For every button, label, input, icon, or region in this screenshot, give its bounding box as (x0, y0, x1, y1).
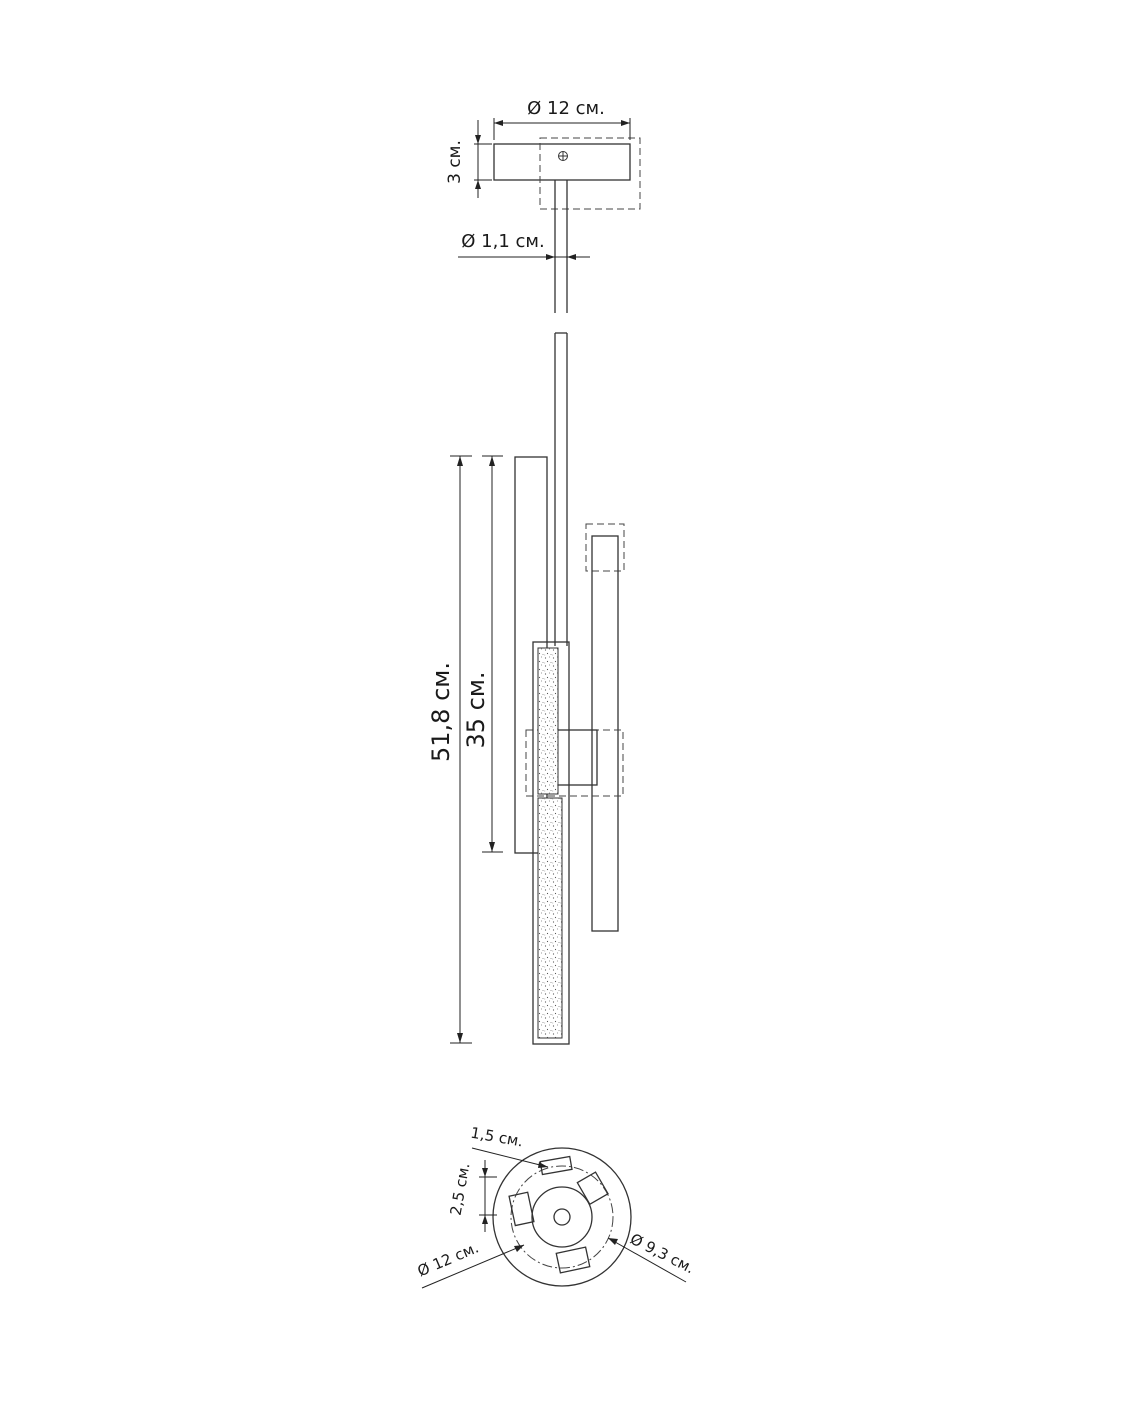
short-bar-height-dimension (462, 456, 503, 852)
right-bar (586, 524, 624, 931)
canopy-height-dimension (445, 120, 492, 198)
canopy-diameter-dimension (494, 98, 630, 140)
canopy-body (494, 144, 630, 180)
hub-outer (532, 1187, 592, 1247)
bar-section-bottom (556, 1247, 590, 1273)
rod-lower (555, 333, 567, 646)
rod-upper (555, 180, 567, 313)
bottom-outer-diameter-dimension (415, 1238, 524, 1288)
bottom-view (493, 1148, 631, 1286)
overall-height-label: 51,8 см. (427, 662, 455, 762)
bottom-bar-depth-dimension (447, 1160, 497, 1232)
canopy-height-label: 3 см. (445, 140, 465, 184)
bar-section-right (577, 1172, 608, 1204)
diffuser-upper (538, 648, 558, 794)
bottom-bar-depth-label: 2,5 см. (446, 1161, 474, 1217)
screw-icon (559, 152, 568, 161)
central-light-bar (533, 642, 569, 1044)
bottom-inner-diameter-label: Ø 9,3 см. (627, 1229, 698, 1278)
hub-center (554, 1209, 570, 1225)
bottom-bar-width-label: 1,5 см. (469, 1123, 525, 1151)
bottom-inner-diameter-dimension (608, 1230, 697, 1282)
rod-diameter-label: Ø 1,1 см. (461, 231, 545, 252)
rod-diameter-dimension (458, 231, 590, 260)
bottom-outer-diameter-label: Ø 12 см. (414, 1238, 482, 1281)
short-bar-height-label: 35 см. (462, 671, 490, 749)
bar-section-left (509, 1192, 534, 1225)
canopy-diameter-label: Ø 12 см. (527, 98, 605, 119)
bottom-bar-width-dimension (469, 1124, 548, 1168)
diffuser-lower (538, 798, 562, 1038)
